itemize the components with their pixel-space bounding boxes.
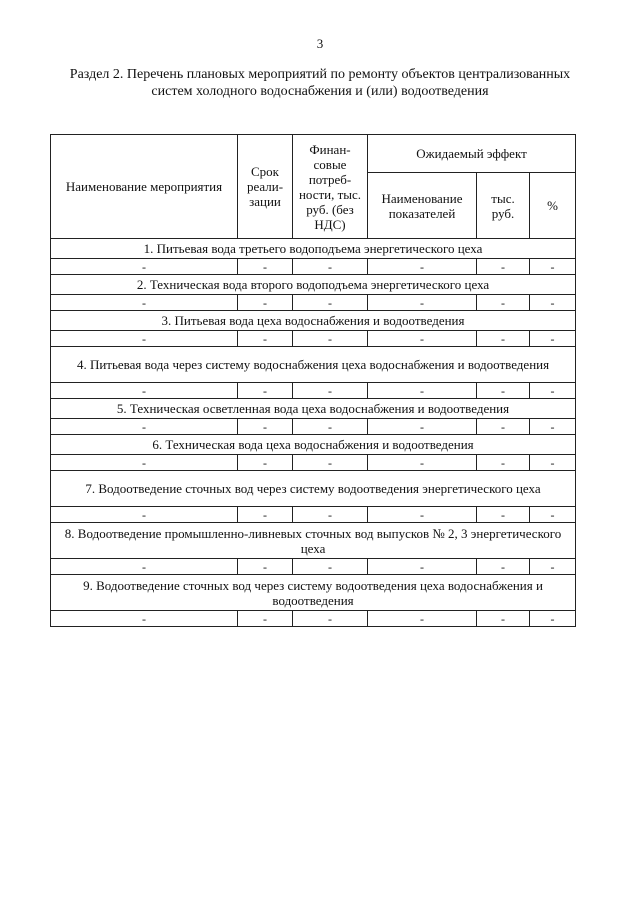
data-cell: -	[51, 259, 238, 275]
section-row	[51, 239, 576, 259]
data-cell: -	[477, 383, 530, 399]
data-cell: -	[477, 455, 530, 471]
plan-table	[50, 134, 576, 627]
data-cell: -	[293, 383, 368, 399]
data-cell: -	[530, 559, 576, 575]
data-cell: -	[293, 455, 368, 471]
page-number: 3	[316, 36, 324, 51]
header-thousand-rub: тыс. руб.	[477, 173, 530, 239]
section-row	[51, 275, 576, 295]
header-name: Наименование мероприятия	[51, 135, 238, 239]
data-cell: -	[530, 507, 576, 523]
section-row	[51, 399, 576, 419]
data-cell: -	[477, 259, 530, 275]
data-row	[51, 455, 576, 471]
plan-table-body	[51, 135, 576, 627]
data-cell: -	[293, 611, 368, 627]
data-row	[51, 383, 576, 399]
data-cell: -	[238, 295, 293, 311]
data-cell: -	[51, 507, 238, 523]
data-cell: -	[368, 419, 477, 435]
data-cell: -	[293, 419, 368, 435]
data-cell: -	[368, 259, 477, 275]
data-cell: -	[51, 295, 238, 311]
data-cell: -	[238, 419, 293, 435]
data-cell: -	[293, 259, 368, 275]
header-percent: %	[530, 173, 576, 239]
data-cell: -	[530, 611, 576, 627]
section-title-cell: 8. Водоотведение промышленно-ливневых сточных вод выпусков № 2, 3 энергетического цеха	[51, 523, 576, 559]
data-cell: -	[238, 259, 293, 275]
data-cell: -	[293, 507, 368, 523]
data-cell: -	[51, 383, 238, 399]
data-cell: -	[477, 295, 530, 311]
section-row	[51, 435, 576, 455]
data-cell: -	[368, 507, 477, 523]
data-cell: -	[51, 331, 238, 347]
data-cell: -	[238, 559, 293, 575]
section-row	[51, 347, 576, 383]
header-expected-effect: Ожидаемый эффект	[368, 135, 576, 173]
data-cell: -	[293, 331, 368, 347]
data-cell: -	[238, 383, 293, 399]
data-cell: -	[477, 507, 530, 523]
section-title-cell: 5. Техническая осветленная вода цеха водоснабжения и водоотведения	[51, 399, 576, 419]
data-cell: -	[368, 611, 477, 627]
data-row	[51, 259, 576, 275]
section-title-cell: 2. Техническая вода второго водоподъема энергетического цеха	[51, 275, 576, 295]
data-cell: -	[530, 419, 576, 435]
data-cell: -	[293, 559, 368, 575]
data-cell: -	[368, 559, 477, 575]
data-row	[51, 295, 576, 311]
section-title-cell: 9. Водоотведение сточных вод через систему водоотведения цеха водоснабжения и водоотведения	[51, 575, 576, 611]
data-cell: -	[477, 419, 530, 435]
section-row	[51, 311, 576, 331]
data-row	[51, 507, 576, 523]
data-cell: -	[238, 611, 293, 627]
data-cell: -	[530, 455, 576, 471]
data-cell: -	[530, 331, 576, 347]
header-term: Срок реали-зации	[238, 135, 293, 239]
data-cell: -	[51, 419, 238, 435]
data-cell: -	[238, 331, 293, 347]
header-indicators: Наименование показателей	[368, 173, 477, 239]
section-title-cell: 3. Питьевая вода цеха водоснабжения и водоотведения	[51, 311, 576, 331]
data-cell: -	[530, 383, 576, 399]
section-title-cell: 1. Питьевая вода третьего водоподъема энергетического цеха	[51, 239, 576, 259]
section-title-cell: 6. Техническая вода цеха водоснабжения и водоотведения	[51, 435, 576, 455]
data-cell: -	[368, 331, 477, 347]
header-finance: Финан-совые потреб-ности, тыс. руб. (без НДС)	[293, 135, 368, 239]
section-row	[51, 575, 576, 611]
data-cell: -	[51, 559, 238, 575]
section-title: Раздел 2. Перечень плановых мероприятий по ремонту объектов централизованных систем холодного водоснабжения и (или) водоотведения	[69, 67, 571, 99]
section-title-cell: 7. Водоотведение сточных вод через систему водоотведения энергетического цеха	[51, 471, 576, 507]
data-cell: -	[51, 611, 238, 627]
data-cell: -	[238, 455, 293, 471]
data-row	[51, 559, 576, 575]
data-cell: -	[477, 559, 530, 575]
data-cell: -	[530, 259, 576, 275]
section-row	[51, 471, 576, 507]
data-cell: -	[293, 295, 368, 311]
data-cell: -	[477, 611, 530, 627]
data-row	[51, 611, 576, 627]
section-title-cell: 4. Питьевая вода через систему водоснабжения цеха водоснабжения и водоотведения	[51, 347, 576, 383]
data-row	[51, 331, 576, 347]
data-cell: -	[238, 507, 293, 523]
data-cell: -	[368, 455, 477, 471]
data-cell: -	[368, 295, 477, 311]
data-cell: -	[530, 295, 576, 311]
data-row	[51, 419, 576, 435]
section-row	[51, 523, 576, 559]
data-cell: -	[368, 383, 477, 399]
header-row-1	[51, 135, 576, 173]
data-cell: -	[51, 455, 238, 471]
data-cell: -	[477, 331, 530, 347]
